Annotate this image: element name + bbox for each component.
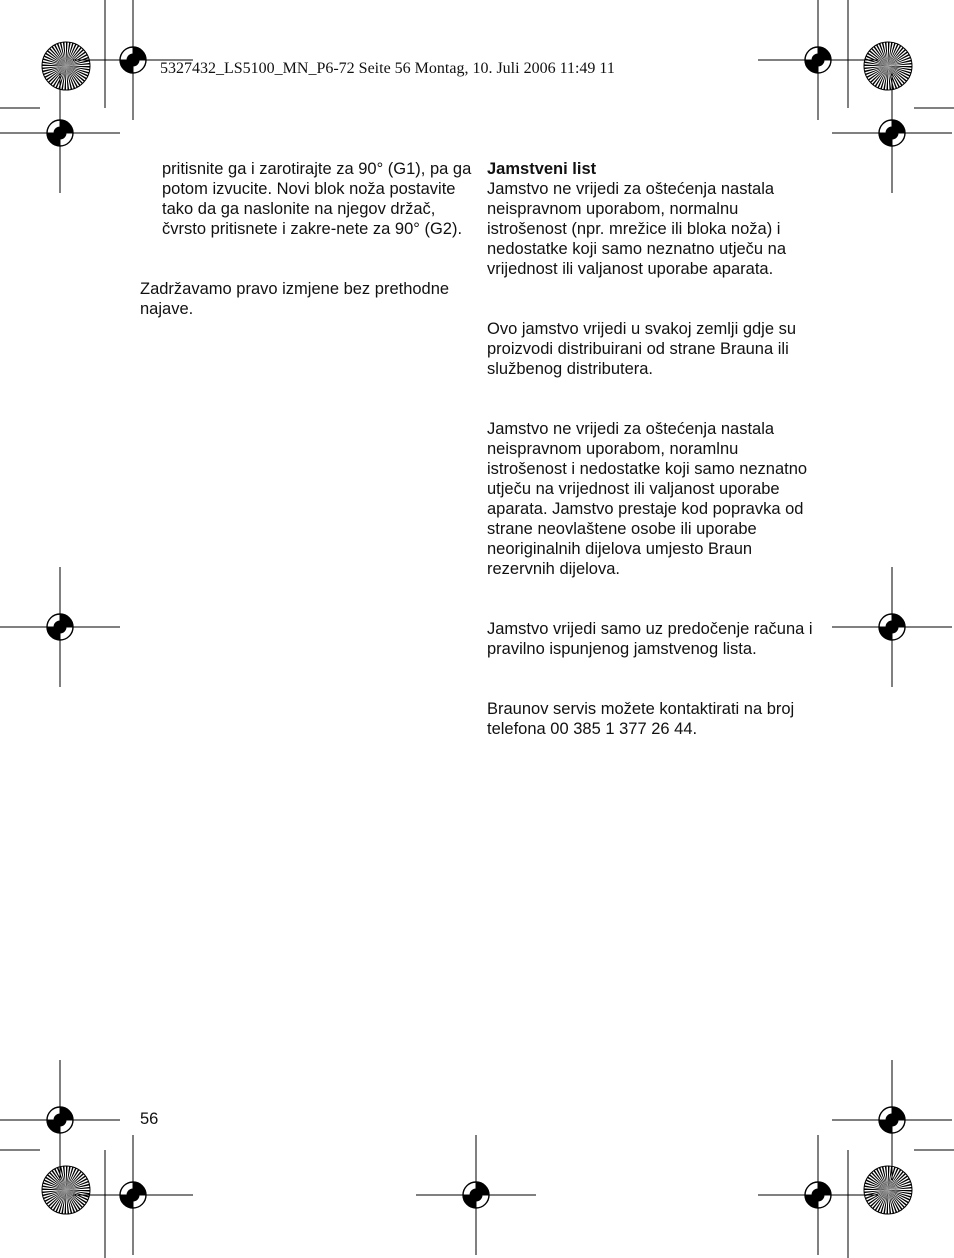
registration-crosshair (0, 567, 120, 687)
registration-crosshair (758, 1135, 878, 1255)
registration-crosshair (0, 73, 120, 193)
registration-crosshair (758, 0, 878, 120)
print-slug-line: 5327432_LS5100_MN_P6-72 Seite 56 Montag, 10. Juli 2006 11:49 11 (160, 60, 615, 77)
registration-crosshair (832, 567, 952, 687)
warranty-paragraph-1: Jamstvo ne vrijedi za oštećenja nastala neispravnom uporabom, normalnu istrošenost (npr. mrežice ili bloka noža) i nedostatke koji samo neznatno utječu na vrijednost ili valjanost uporabe aparata. (487, 180, 787, 278)
registration-crosshair (416, 1135, 536, 1255)
warranty-paragraph-5: Braunov servis možete kontaktirati na broj telefona 00 385 1 377 26 44. (487, 700, 795, 738)
warranty-paragraph-4: Jamstvo vrijedi samo uz predočenje računa i pravilno ispunjenog jamstvenog lista. (487, 620, 813, 658)
color-starburst-target (864, 42, 912, 90)
left-paragraph-disclaimer: Zadržavamo pravo izmjene bez prethodne najave. (140, 280, 450, 318)
warranty-heading: Jamstveni list (487, 160, 597, 178)
left-paragraph-instructions: pritisnite ga i zarotirajte za 90° (G1), pa ga potom izvucite. Novi blok noža postavite tako da ga naslonite na njegov držač, čvrsto pritisnete i zakre-nete za 90° (G2). (162, 160, 472, 238)
color-starburst-target (864, 1166, 912, 1214)
page-number: 56 (140, 1110, 159, 1128)
color-starburst-target (42, 42, 90, 90)
warranty-intro (487, 159, 817, 279)
left-column (140, 159, 472, 319)
color-starburst-target (42, 1166, 90, 1214)
registration-crosshair (832, 1060, 952, 1180)
warranty-paragraph-2: Ovo jamstvo vrijedi u svakoj zemlji gdje su proizvodi distribuirani od strane Brauna ili službenog distributera. (487, 320, 797, 378)
registration-crosshair (73, 1135, 193, 1255)
registration-crosshair (0, 1060, 120, 1180)
warranty-paragraph-3: Jamstvo ne vrijedi za oštećenja nastala neispravnom uporabom, noramlnu istrošenost i nedostatke koji samo neznatno utječu na vrijednost ili valjanost uporabe aparata. Jamstvo prestaje kod popravka od strane neovlaštene osobe ili uporabe neoriginalnih dijelova umjesto Braun rezervnih dijelova. (487, 420, 808, 578)
registration-crosshair (832, 73, 952, 193)
right-column (487, 159, 817, 739)
